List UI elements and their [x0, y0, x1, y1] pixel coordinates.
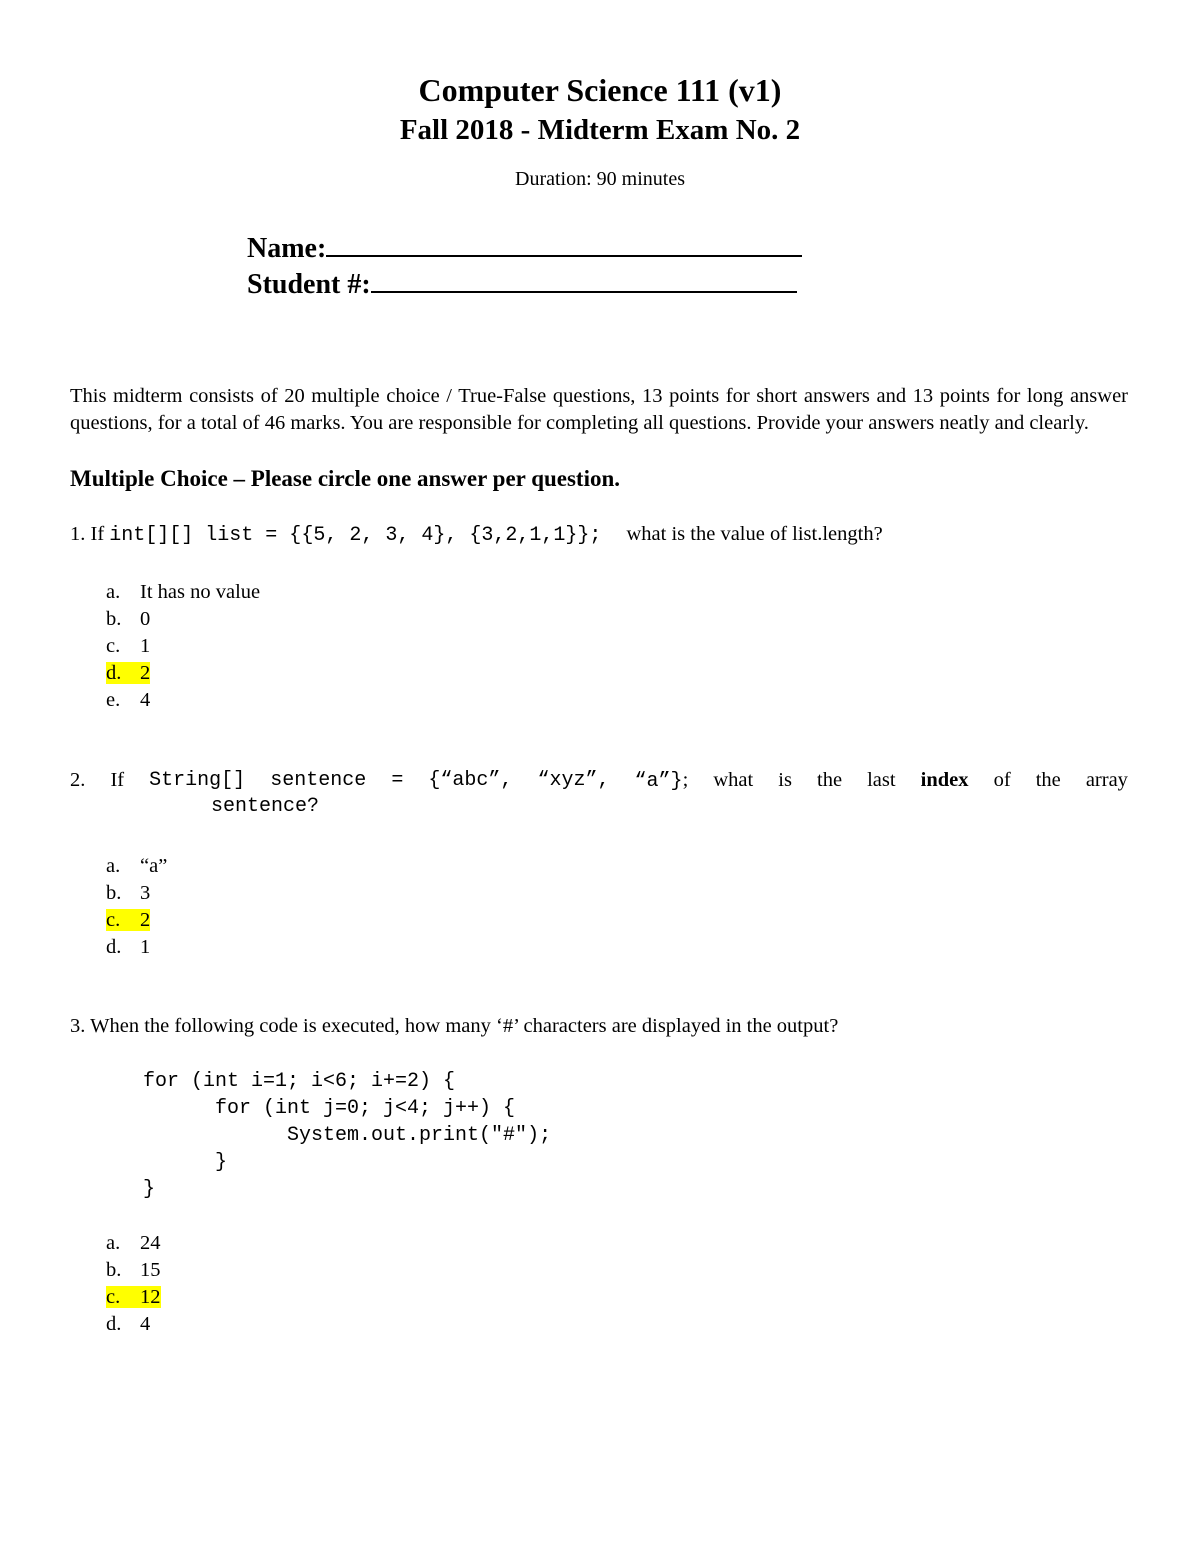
answer-option[interactable] [106, 660, 260, 687]
option-label: c. [106, 635, 121, 657]
question-2-word: sentence [270, 769, 367, 792]
option-text: 4 [140, 689, 151, 711]
option-text: 1 [140, 936, 151, 958]
question-2 [70, 769, 1128, 818]
answer-content [106, 689, 150, 711]
question-2-word: array [1085, 769, 1128, 791]
question-2-word: last [867, 769, 896, 791]
answer-content [106, 1313, 150, 1335]
question-2-word: the [1035, 769, 1061, 791]
question-3-code-block [143, 1068, 551, 1203]
name-blank-line[interactable] [326, 231, 802, 257]
instructions-paragraph: This midterm consists of 20 multiple choice / True-False questions, 13 points for short answers and 13 points for long answer questions, for a total of 46 marks. You are responsible for completing all questions. Provide your answers neatly and clearly. [70, 385, 1128, 434]
section-heading: Multiple Choice – Please circle one answer per question. [70, 466, 621, 491]
question-2-word: “xyz”, [537, 769, 610, 792]
option-text: 0 [140, 608, 151, 630]
student-number-field[interactable] [247, 267, 797, 301]
option-text: It has no value [140, 581, 261, 603]
option-text: 2 [140, 662, 151, 684]
answer-option[interactable] [106, 907, 167, 934]
question-2-options [106, 853, 167, 961]
exam-title: Computer Science 111 (v1) [418, 72, 782, 108]
question-2-word: the [817, 769, 843, 791]
answer-option[interactable] [106, 1230, 161, 1257]
question-1-prefix: 1. If [70, 523, 105, 545]
answer-content [106, 581, 260, 603]
question-2-word: = [391, 769, 404, 792]
answer-option[interactable] [106, 606, 260, 633]
option-text: 24 [140, 1232, 161, 1254]
answer-content [106, 1232, 161, 1254]
question-2-word: what [713, 769, 754, 791]
code-line: } [143, 1151, 228, 1174]
answer-option[interactable] [106, 1311, 161, 1338]
highlighted-answer [106, 909, 150, 931]
option-label: a. [106, 855, 121, 877]
answer-content [106, 608, 150, 630]
option-label: c. [106, 1286, 121, 1308]
option-label: d. [106, 1313, 122, 1335]
answer-content [106, 1259, 161, 1281]
answer-content [106, 936, 150, 958]
option-text: 2 [140, 909, 151, 931]
answer-content [106, 855, 167, 877]
question-2-line-1 [70, 769, 1128, 793]
answer-content [106, 635, 150, 657]
option-text: “a” [140, 855, 168, 877]
name-field[interactable] [247, 231, 802, 265]
question-2-word: of [993, 769, 1011, 791]
option-text: 3 [140, 882, 151, 904]
option-label: c. [106, 909, 121, 931]
option-label: b. [106, 1259, 122, 1281]
answer-option[interactable] [106, 633, 260, 660]
question-1-options [106, 579, 260, 714]
question-2-word: is [778, 769, 792, 791]
question-2-word: “a”}; [634, 769, 689, 793]
question-2-line-2: sentence? [211, 795, 320, 818]
answer-option[interactable] [106, 687, 260, 714]
exam-duration: Duration: 90 minutes [515, 168, 685, 190]
question-2-word: index [920, 769, 969, 791]
answer-option[interactable] [106, 934, 167, 961]
answer-option[interactable] [106, 579, 260, 606]
exam-subtitle: Fall 2018 - Midterm Exam No. 2 [399, 114, 801, 146]
question-1 [70, 523, 883, 547]
code-line: for (int i=1; i<6; i+=2) { [143, 1070, 456, 1093]
answer-option[interactable] [106, 853, 167, 880]
name-label: Name: [247, 233, 327, 264]
option-label: a. [106, 581, 121, 603]
student-number-blank-line[interactable] [371, 267, 797, 293]
code-line: for (int j=0; j<4; j++) { [143, 1097, 516, 1120]
option-label: d. [106, 936, 122, 958]
answer-option[interactable] [106, 1284, 161, 1311]
question-2-number: 2. [70, 769, 86, 791]
question-2-word: {“abc”, [428, 769, 513, 792]
option-text: 1 [140, 635, 151, 657]
option-label: e. [106, 689, 121, 711]
answer-option[interactable] [106, 880, 167, 907]
highlighted-answer [106, 662, 150, 684]
answer-content [106, 882, 150, 904]
code-line: } [143, 1178, 156, 1201]
question-1-text: what is the value of list.length? [626, 523, 883, 545]
option-label: b. [106, 882, 122, 904]
question-2-word: String[] [149, 769, 246, 792]
option-text: 12 [140, 1286, 161, 1308]
highlighted-answer [106, 1286, 161, 1308]
question-1-code: int[][] list = {{5, 2, 3, 4}, {3,2,1,1}}; [109, 524, 602, 547]
student-number-label: Student #: [247, 269, 371, 300]
question-2-word: If [110, 769, 125, 791]
option-text: 15 [140, 1259, 161, 1281]
option-label: d. [106, 662, 122, 684]
code-line: System.out.print("#"); [143, 1124, 552, 1147]
option-text: 4 [140, 1313, 151, 1335]
option-label: b. [106, 608, 122, 630]
question-3: 3. When the following code is executed, how many ‘#’ characters are displayed in the output? [70, 1015, 839, 1037]
question-3-options [106, 1230, 161, 1338]
option-label: a. [106, 1232, 121, 1254]
answer-option[interactable] [106, 1257, 161, 1284]
